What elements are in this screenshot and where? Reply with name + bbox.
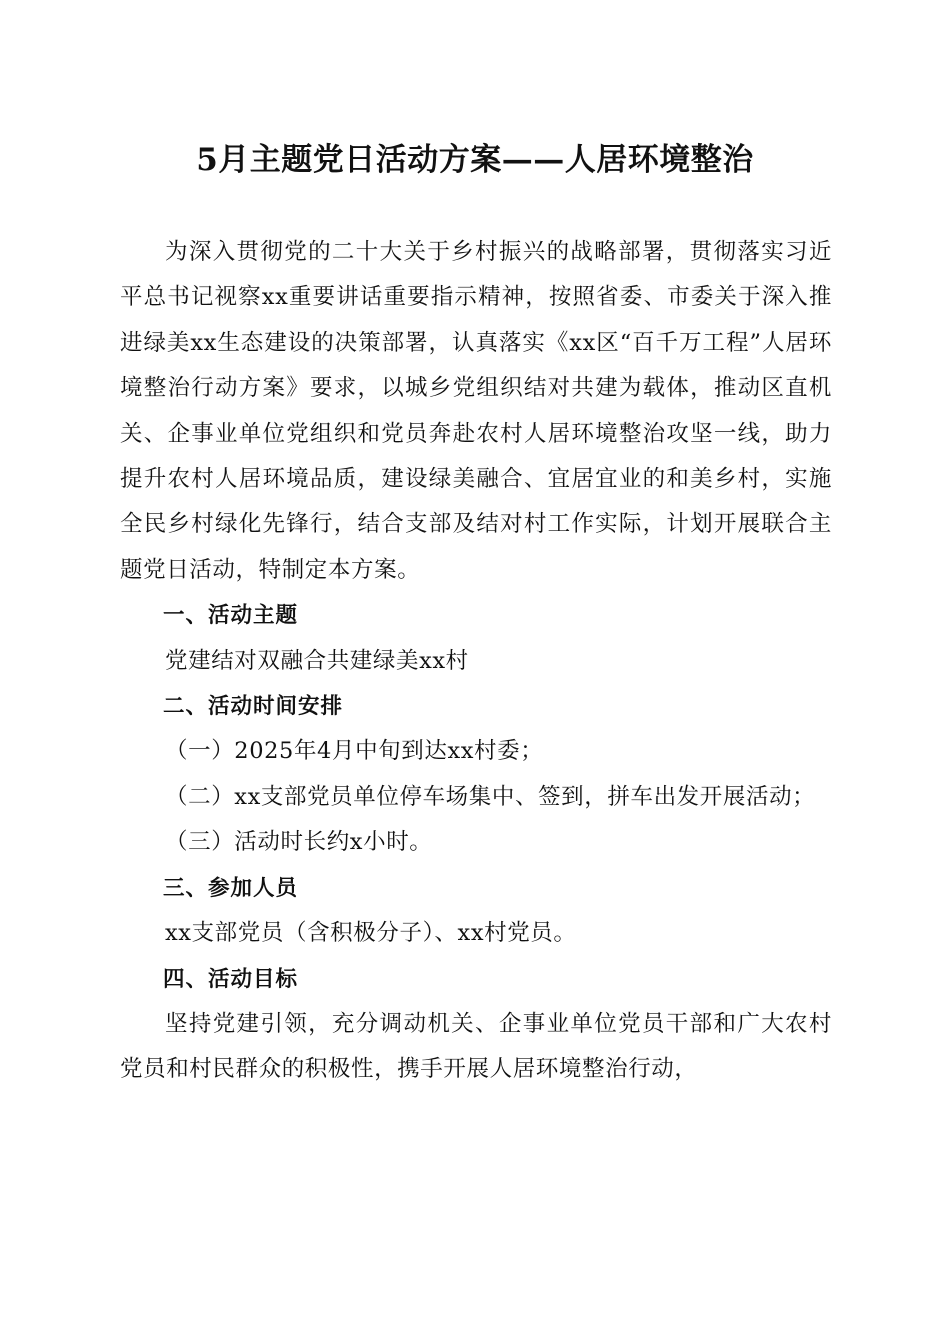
section-heading-participants: 三、参加人员	[163, 875, 299, 901]
document-title: 5月主题党日活动方案——人居环境整治	[196, 142, 754, 178]
section-paragraph: （二）xx支部党员单位停车场集中、签到，拼车出发开展活动；	[165, 783, 816, 810]
section-heading-schedule: 二、活动时间安排	[163, 694, 344, 720]
section-paragraph: xx支部党员（含积极分子）、xx村党员。	[165, 920, 577, 947]
intro-paragraph: 为深入贯彻党的二十大关于乡村振兴的战略部署，贯彻落实习近平总书记视察xx重要讲话重要指示精神，按照省委、市委关于深入推进绿美xx生态建设的决策部署，认真落实《xx区“百千万工程”人居环境整治行动方案》要求，以城乡党组织结对共建为载体，推动区直机关、企事业单位党组织和党员奔赴农村人居环境整治攻坚一线，助力提升农村人居环境品质，建设绿美融合、宜居宜业的和美乡村，实施全民乡村绿化先锋行，结合支部及结对村工作实际，计划开展联合主题党日活动，特制定本方案。	[120, 239, 832, 583]
section-heading-goals: 四、活动目标	[163, 966, 299, 992]
section-paragraph: （一）2025年4月中旬到达xx村委；	[165, 738, 544, 765]
document-body	[120, 230, 832, 1093]
section-heading-theme: 一、活动主题	[163, 603, 299, 629]
section-paragraph: 党建结对双融合共建绿美xx村	[165, 647, 469, 674]
section-paragraph: （三）活动时长约x小时。	[165, 829, 433, 856]
section-paragraph: 坚持党建引领，充分调动机关、企事业单位党员干部和广大农村党员和村民群众的积极性，携手开展人居环境整治行动，	[120, 1010, 832, 1083]
